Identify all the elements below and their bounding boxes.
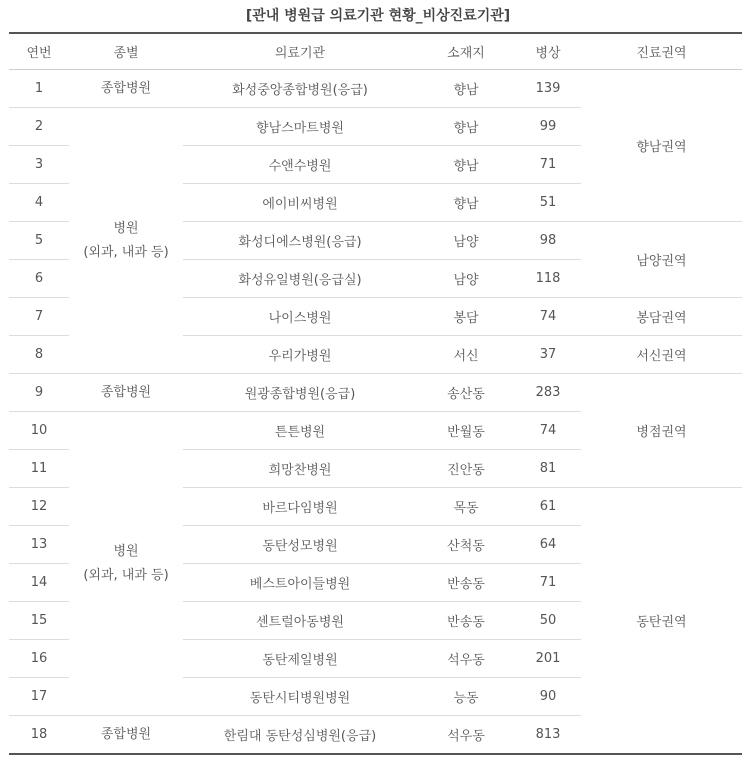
table-body — [9, 70, 742, 755]
cell-institution: 동탄제일병원 — [183, 640, 417, 678]
cell-institution: 향남스마트병원 — [183, 108, 417, 146]
cell-no: 6 — [9, 260, 69, 298]
cell-location: 능동 — [417, 678, 515, 716]
header-region: 진료권역 — [581, 33, 742, 70]
cell-institution: 바르다임병원 — [183, 488, 417, 526]
cell-no: 10 — [9, 412, 69, 450]
cell-institution: 화성유일병원(응급실) — [183, 260, 417, 298]
cell-beds: 90 — [515, 678, 581, 716]
cell-no: 14 — [9, 564, 69, 602]
type-label: 종합병원 — [100, 384, 152, 400]
cell-no: 7 — [9, 298, 69, 336]
cell-no: 18 — [30, 727, 48, 742]
cell-no: 9 — [9, 374, 69, 412]
cell-beds: 74 — [515, 298, 581, 336]
cell-institution: 화성중앙종합병원(응급) — [183, 70, 417, 108]
cell-no: 4 — [9, 184, 69, 222]
cell-no: 16 — [9, 640, 69, 678]
cell-location: 남양 — [417, 260, 515, 298]
cell-location: 향남 — [417, 108, 515, 146]
cell-region: 향남권역 — [581, 70, 742, 222]
cell-institution: 수앤수병원 — [183, 146, 417, 184]
cell-location: 목동 — [417, 488, 515, 526]
cell-beds: 64 — [515, 526, 581, 564]
cell-institution: 나이스병원 — [183, 298, 417, 336]
cell-institution: 원광종합병원(응급) — [183, 374, 417, 412]
cell-no: 11 — [9, 450, 69, 488]
cell-location: 향남 — [417, 70, 515, 108]
cell-beds: 71 — [515, 146, 581, 184]
cell-institution: 한림대 동탄성심병원(응급) — [223, 729, 377, 744]
cell-type — [69, 108, 183, 374]
cell-institution: 센트럴아동병원 — [183, 602, 417, 640]
cell-region: 봉담권역 — [581, 298, 742, 336]
cell-institution: 베스트아이들병원 — [183, 564, 417, 602]
cell-location: 진안동 — [417, 450, 515, 488]
cell-no: 13 — [9, 526, 69, 564]
cell-institution: 희망찬병원 — [183, 450, 417, 488]
cell-type — [69, 70, 183, 108]
cell-beds: 201 — [515, 640, 581, 678]
cell-location: 송산동 — [417, 374, 515, 412]
cell-no: 15 — [9, 602, 69, 640]
cell-location: 반송동 — [417, 564, 515, 602]
header-no: 연번 — [9, 33, 69, 70]
type-label: 종합병원 — [100, 80, 152, 96]
cell-type — [69, 374, 183, 412]
cell-location: 봉담 — [417, 298, 515, 336]
cell-beds: 50 — [515, 602, 581, 640]
cell-beds: 61 — [515, 488, 581, 526]
cell-region: 서신권역 — [581, 336, 742, 374]
cell-beds: 813 — [535, 727, 561, 742]
type-label: 병원 — [113, 543, 139, 559]
cell-beds: 118 — [515, 260, 581, 298]
cell-location: 산척동 — [417, 526, 515, 564]
type-sublabel: (외과, 내과 등) — [83, 567, 169, 583]
cell-location: 석우동 — [447, 729, 485, 744]
cell-beds: 71 — [515, 564, 581, 602]
table-title: [관내 병원급 의료기관 현황_비상진료기관] — [245, 8, 511, 24]
table-row — [9, 70, 742, 108]
cell-institution: 우리가병원 — [183, 336, 417, 374]
header-beds: 병상 — [515, 33, 581, 70]
header-institution: 의료기관 — [183, 33, 417, 70]
type-label: 병원 — [113, 220, 139, 236]
cell-no: 1 — [9, 70, 69, 108]
cell-region: 남양권역 — [581, 222, 742, 298]
cell-location: 반월동 — [417, 412, 515, 450]
cell-location: 반송동 — [417, 602, 515, 640]
cell-beds: 74 — [515, 412, 581, 450]
cell-institution: 튼튼병원 — [183, 412, 417, 450]
cell-location: 서신 — [417, 336, 515, 374]
cell-no: 12 — [9, 488, 69, 526]
cell-location: 석우동 — [417, 640, 515, 678]
cell-location: 남양 — [417, 222, 515, 260]
cell-location: 향남 — [417, 184, 515, 222]
cell-beds: 37 — [515, 336, 581, 374]
cell-beds: 51 — [515, 184, 581, 222]
cell-no: 17 — [9, 678, 69, 716]
cell-beds: 283 — [515, 374, 581, 412]
cell-no: 8 — [9, 336, 69, 374]
cell-type — [69, 716, 183, 755]
cell-beds: 139 — [515, 70, 581, 108]
cell-region: 동탄권역 — [581, 488, 742, 755]
cell-institution: 화성디에스병원(응급) — [183, 222, 417, 260]
table-row — [9, 374, 742, 412]
cell-institution: 에이비씨병원 — [183, 184, 417, 222]
cell-region: 병점권역 — [581, 374, 742, 488]
cell-institution: 동탄시티병원병원 — [183, 678, 417, 716]
cell-no: 3 — [9, 146, 69, 184]
cell-institution: 동탄성모병원 — [183, 526, 417, 564]
type-label: 종합병원 — [100, 726, 152, 742]
cell-beds: 81 — [515, 450, 581, 488]
cell-beds: 98 — [515, 222, 581, 260]
cell-type — [69, 412, 183, 716]
cell-no: 2 — [9, 108, 69, 146]
header-type: 종별 — [69, 33, 183, 70]
cell-no: 5 — [9, 222, 69, 260]
cell-location: 향남 — [417, 146, 515, 184]
header-location: 소재지 — [417, 33, 515, 70]
header-row — [9, 33, 742, 70]
type-sublabel: (외과, 내과 등) — [83, 244, 169, 260]
hospital-table — [9, 32, 742, 755]
cell-beds: 99 — [515, 108, 581, 146]
